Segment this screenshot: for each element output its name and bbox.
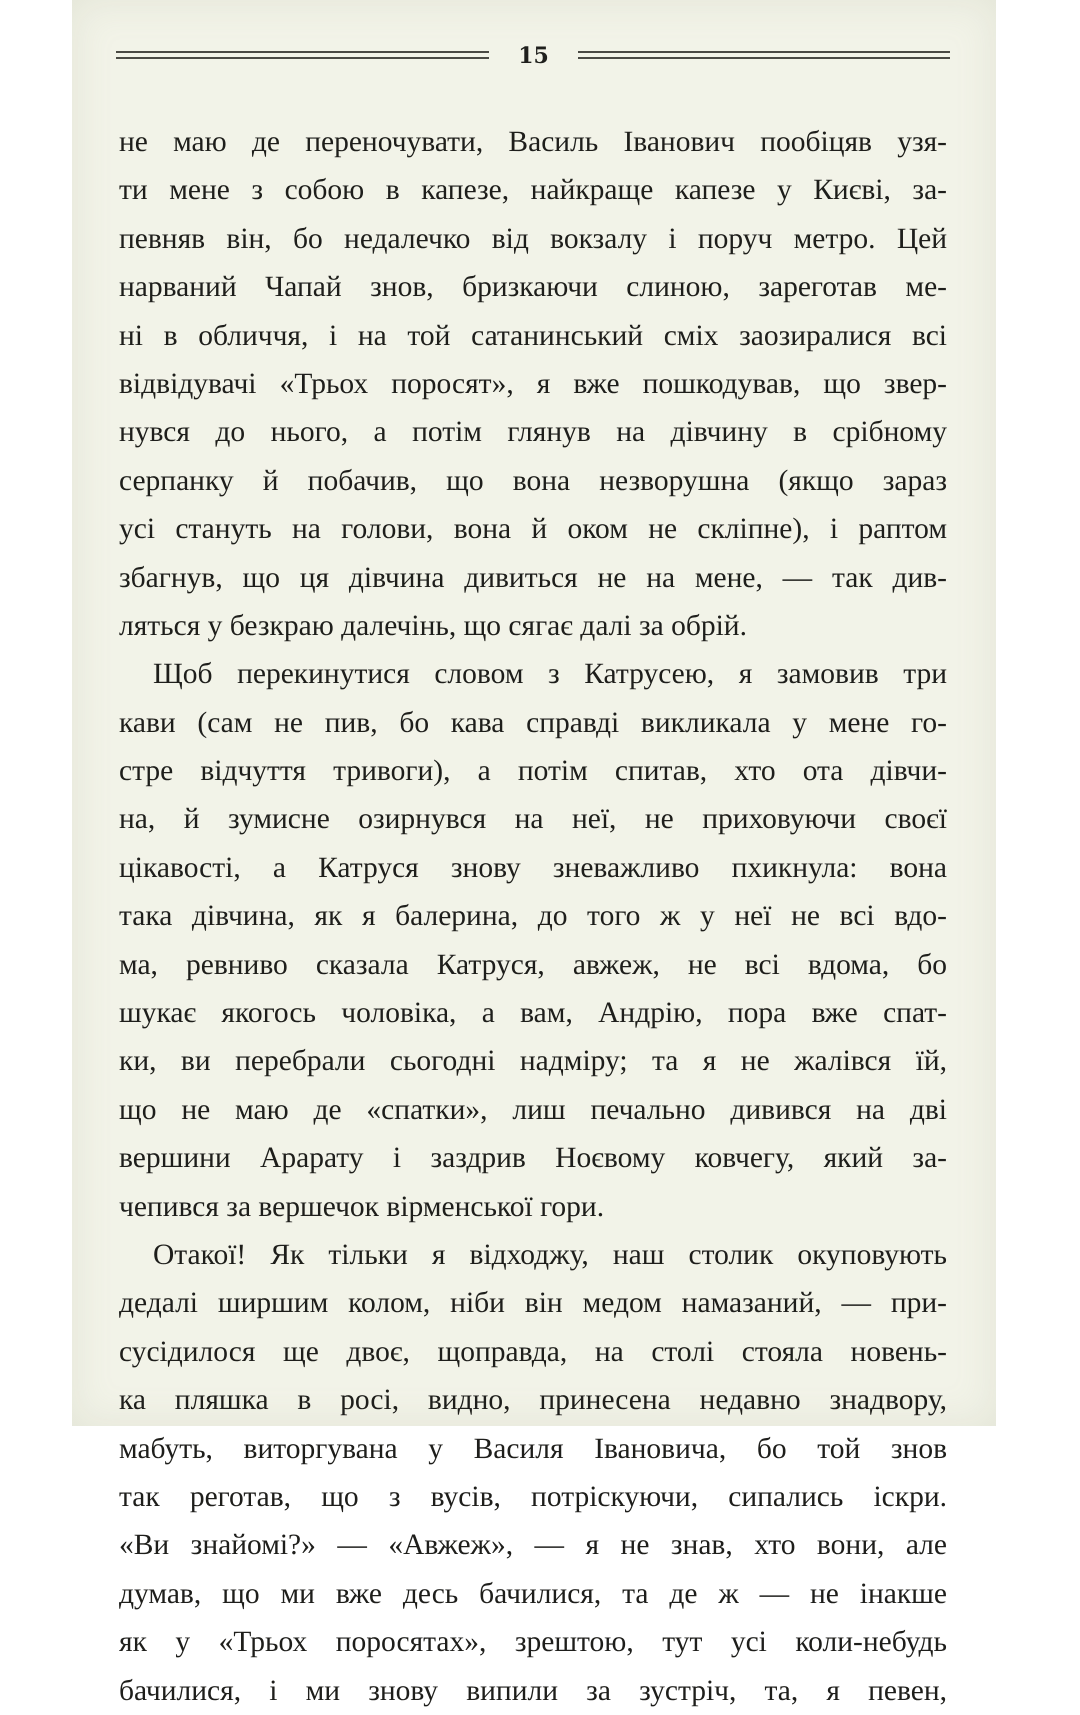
text-line: ти мене з собою в капезе, найкраще капезе у Києві, за- [119,174,947,207]
text-line: на, й зумисне озирнувся на неї, не приховуючи своєї [119,803,947,836]
text-line: цікавості, а Катруся знову зневажливо пхикнула: вона [119,851,947,884]
text-line: збагнув, що ця дівчина дивиться не на мене, — так див- [119,561,947,594]
text-line: ляться у безкраю далечінь, що сягає далі за обрій. [119,609,747,642]
text-line: «Ви знайомі?» — «Авжеж», — я не знав, хто вони, але [119,1529,947,1562]
text-line: сусідилося ще двоє, щоправда, на столі стояла новень- [119,1335,947,1368]
text-line: ки, ви перебрали сьогодні надміру; та я не жалівся їй, [119,1045,947,1078]
text-line: бачилися, і ми знову випили за зустріч, та, я певен, [119,1674,947,1707]
body-text [119,118,947,1715]
text-line: ка пляшка в росі, видно, принесена недавно знадвору, [119,1384,947,1417]
text-line: чепився за вершечок вірменської гори. [119,1190,605,1223]
text-line: нувся до нього, а потім глянув на дівчину в срібному [119,416,947,449]
text-line: що не маю де «спатки», лиш печально дивився на дві [119,1093,947,1126]
paragraph-first-line: Отакої! Як тільки я відходжу, наш столик окуповують [153,1238,947,1271]
text-line: нарваний Чапай знов, бризкаючи слиною, зареготав ме- [119,271,947,304]
page-number: 15 [518,43,549,69]
text-line: так реготав, що з вусів, потріскуючи, сипались іскри. [119,1480,947,1513]
header-rule-right [578,51,950,53]
text-line: дедалі ширшим колом, ніби він медом намазаний, — при- [119,1287,947,1320]
header-rule-left [116,51,489,53]
text-line: стре відчуття тривоги), а потім спитав, хто ота дівчи- [119,755,947,788]
book-page [72,0,996,1707]
text-line: кави (сам не пив, бо кава справді викликала у мене го- [119,706,947,739]
text-line: як у «Трьох поросятах», зрештою, тут усі коли-небудь [119,1626,947,1659]
text-line: шукає якогось чоловіка, а вам, Андрію, пора вже спат- [119,997,947,1030]
text-line: відвідувачі «Трьох поросят», я вже пошкодував, що звер- [119,367,947,400]
text-line: ма, ревниво сказала Катруся, авжеж, не всі вдома, бо [119,948,947,981]
text-line: усі стануть на голови, вона й оком не скліпне), і раптом [119,513,947,546]
text-line: думав, що ми вже десь бачилися, та де ж — не інакше [119,1577,947,1610]
text-line: не маю де переночувати, Василь Іванович пообіцяв узя- [119,126,947,158]
text-line: ні в обличчя, і на той сатанинський сміх заозиралися всі [119,319,947,352]
text-line: така дівчина, як я балерина, до того ж у неї не всі вдо- [119,900,947,933]
text-line: певняв він, бо недалечко від вокзалу і поруч метро. Цей [119,222,947,255]
text-line: вершини Арарату і заздрив Ноєвому ковчегу, який за- [119,1142,947,1175]
page-header [116,38,950,74]
text-line: мабуть, виторгувана у Василя Івановича, бо той знов [119,1432,947,1465]
paragraph-first-line: Щоб перекинутися словом з Катрусею, я замовив три [153,658,947,691]
text-line: серпанку й побачив, що вона незворушна (якщо зараз [119,464,947,497]
